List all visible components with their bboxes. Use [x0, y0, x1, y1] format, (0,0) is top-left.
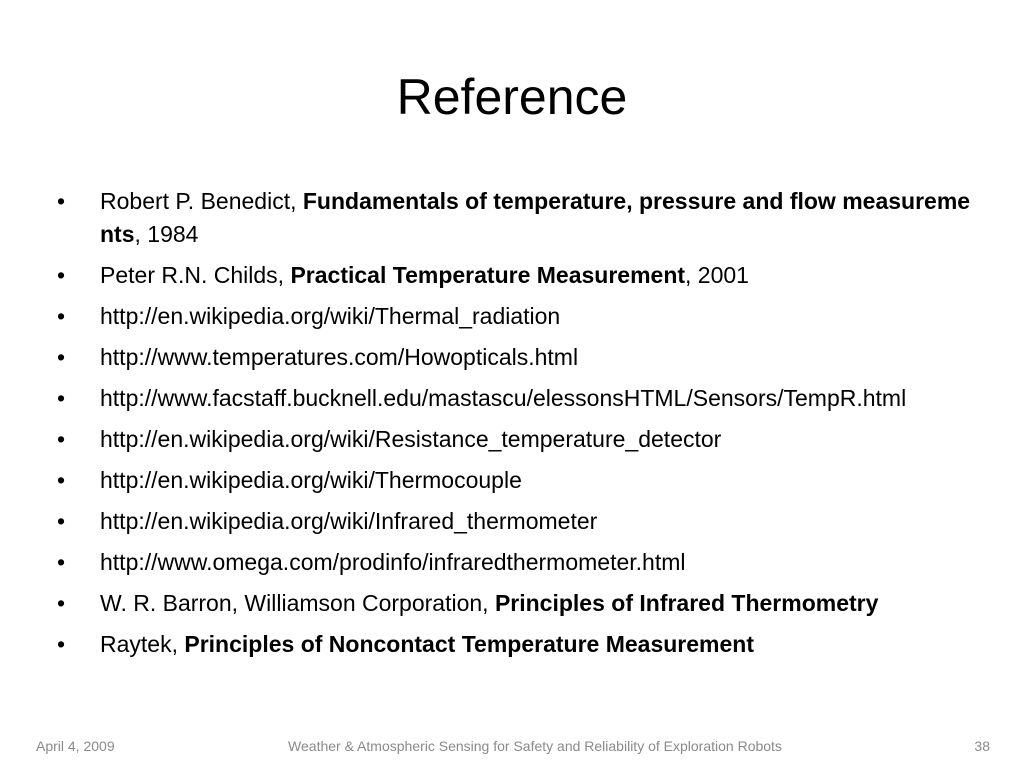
bullet-icon: •	[57, 631, 66, 657]
bullet-icon: •	[57, 426, 66, 452]
reference-item	[57, 341, 977, 374]
bullet-icon: •	[57, 262, 66, 288]
reference-list	[57, 185, 977, 669]
reference-url: http://www.temperatures.com/Howopticals.html	[100, 344, 579, 370]
reference-item	[57, 185, 977, 251]
reference-item	[57, 382, 977, 415]
footer-presentation-title: Weather & Atmospheric Sensing for Safety and Reliability of Exploration Robots	[288, 738, 782, 754]
reference-book-title: Principles of Infrared Thermometry	[494, 590, 879, 616]
reference-author: Robert P. Benedict,	[100, 188, 303, 214]
reference-item	[57, 587, 977, 620]
bullet-icon: •	[57, 508, 66, 534]
reference-book-title: Fundamentals of temperature, pressure and flow measurements	[100, 188, 971, 247]
footer-page-number: 38	[974, 738, 990, 754]
reference-item	[57, 628, 977, 661]
reference-author: Raytek,	[100, 631, 185, 657]
bullet-icon: •	[57, 385, 66, 411]
reference-item	[57, 259, 977, 292]
reference-url: http://en.wikipedia.org/wiki/Thermal_radiation	[100, 303, 561, 329]
reference-item	[57, 423, 977, 456]
reference-year: , 1984	[134, 221, 199, 247]
reference-url: http://en.wikipedia.org/wiki/Infrared_thermometer	[100, 508, 598, 534]
reference-item	[57, 546, 977, 579]
reference-book-title: Practical Temperature Measurement	[290, 262, 686, 288]
reference-year: , 2001	[685, 262, 749, 288]
bullet-icon: •	[57, 590, 66, 616]
bullet-icon: •	[57, 549, 66, 575]
bullet-icon: •	[57, 188, 66, 214]
reference-author: Peter R.N. Childs,	[100, 262, 291, 288]
bullet-icon: •	[57, 344, 66, 370]
bullet-icon: •	[57, 467, 66, 493]
slide-title: Reference	[396, 69, 628, 125]
reference-url: http://www.facstaff.bucknell.edu/mastascu/elessonsHTML/Sensors/TempR.html	[100, 385, 907, 411]
bullet-icon: •	[57, 303, 66, 329]
reference-book-title: Principles of Noncontact Temperature Measurement	[184, 631, 754, 657]
reference-item	[57, 505, 977, 538]
reference-item	[57, 300, 977, 333]
reference-url: http://en.wikipedia.org/wiki/Thermocouple	[100, 467, 522, 493]
reference-item	[57, 464, 977, 497]
footer-date: April 4, 2009	[36, 738, 115, 754]
reference-author: W. R. Barron, Williamson Corporation,	[100, 590, 495, 616]
reference-url: http://www.omega.com/prodinfo/infraredthermometer.html	[100, 549, 686, 575]
reference-url: http://en.wikipedia.org/wiki/Resistance_temperature_detector	[100, 426, 722, 452]
